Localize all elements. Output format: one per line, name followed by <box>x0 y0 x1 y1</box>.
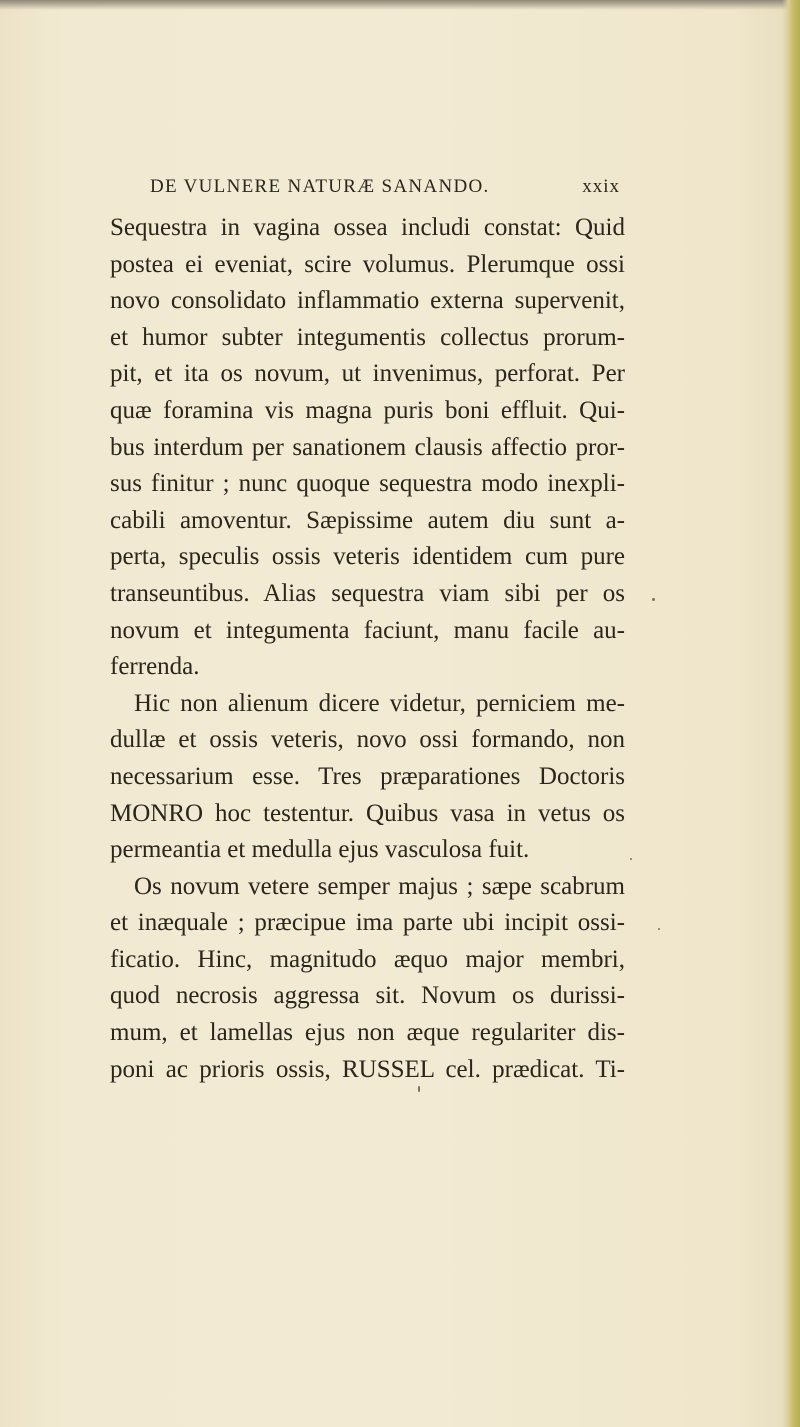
page-right-edge <box>782 0 800 1427</box>
text-line: cabili amoventur. Sæpissime autem diu sunt a- <box>110 506 625 534</box>
text-line: ficatio. Hinc, magnitudo æquo major membri, <box>110 945 625 973</box>
text-line: necessarium esse. Tres præparationes Doctoris <box>110 762 625 790</box>
running-head-title: DE VULNERE NATURÆ SANANDO. <box>150 176 490 197</box>
text-line: ferrenda. <box>110 653 200 681</box>
body-text <box>110 210 625 1088</box>
paper-speck <box>658 928 660 930</box>
text-line: quod necrosis aggressa sit. Novum os durissi- <box>110 982 625 1010</box>
text-line: novum et integumenta faciunt, manu facile au- <box>110 616 625 644</box>
text-line: postea ei eveniat, scire volumus. Plerumque ossi <box>110 250 625 278</box>
text-line: bus interdum per sanationem clausis affectio pror- <box>110 433 625 461</box>
text-line: Hic non alienum dicere videtur, perniciem me- <box>134 689 625 717</box>
text-line: transeuntibus. Alias sequestra viam sibi per os <box>110 579 625 607</box>
paper-speck <box>652 598 655 601</box>
text-line: poni ac prioris ossis, RUSSEL cel. prædicat. Ti- <box>110 1055 625 1083</box>
running-head <box>150 176 620 198</box>
page-top-shadow <box>0 0 800 10</box>
text-line: mum, et lamellas ejus non æque regulariter dis- <box>110 1019 625 1047</box>
page-number: xxix <box>582 176 620 197</box>
text-line: et humor subter integumentis collectus prorum- <box>110 323 625 351</box>
text-line: Sequestra in vagina ossea includi constat: Quid <box>110 214 625 241</box>
text-line: MONRO hoc testentur. Quibus vasa in vetus os <box>110 799 625 827</box>
paper-speck <box>630 858 632 860</box>
text-line: sus finitur ; nunc quoque sequestra modo inexpli- <box>110 470 625 498</box>
text-line: permeantia et medulla ejus vasculosa fuit. <box>110 836 530 864</box>
text-line: dullæ et ossis veteris, novo ossi formando, non <box>110 726 625 754</box>
text-line: et inæquale ; præcipue ima parte ubi incipit ossi- <box>110 909 625 937</box>
paper-speck <box>418 1086 420 1092</box>
text-line: novo consolidato inflammatio externa supervenit, <box>110 287 625 315</box>
text-line: perta, speculis ossis veteris identidem cum pure <box>110 543 625 571</box>
text-line: Os novum vetere semper majus ; sæpe scabrum <box>134 872 625 900</box>
text-line: pit, et ita os novum, ut invenimus, perforat. Per <box>110 360 625 388</box>
text-line: quæ foramina vis magna puris boni effluit. Qui- <box>110 396 625 424</box>
